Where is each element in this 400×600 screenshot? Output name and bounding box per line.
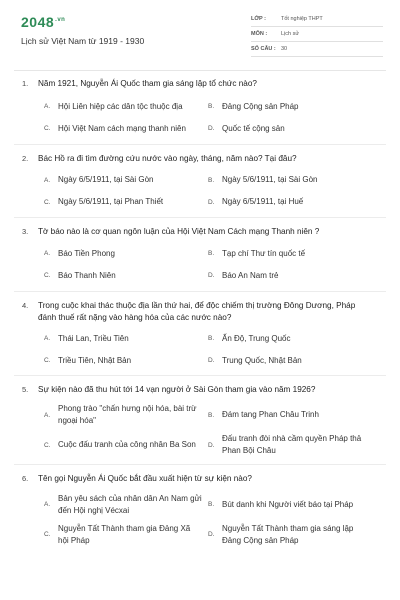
option-c[interactable]: C. Nguyễn Tất Thành tham gia Đảng Xã hội Pháp [44,523,191,545]
question-text: Tờ báo nào là cơ quan ngôn luận của Hội Việt Nam Cách mạng Thanh niên ? [38,227,320,236]
option-b[interactable]: B. Đám tang Phan Châu Trinh [208,410,319,419]
option-c[interactable]: C. Triều Tiên, Nhật Bản [44,355,132,365]
meta-row-subject [251,27,383,42]
question-text: Bác Hồ ra đi tìm đường cứu nước vào ngày, tháng, năm nào? Tại đâu? [38,153,297,163]
meta-info [251,12,383,57]
meta-value: Tốt nghiệp THPT [281,16,323,22]
question-number: 1. [22,79,29,88]
option-c[interactable]: C. Hội Việt Nam cách mạng thanh niên [44,123,186,133]
options [44,490,372,550]
option-b[interactable]: B. Tạp chí Thư tín quốc tế [208,248,306,258]
options [44,98,372,138]
question-5 [0,376,400,465]
meta-value: Lịch sử [281,31,300,37]
question-number: 4. [22,300,29,310]
question-number: 5. [22,384,29,394]
question-number: 3. [22,227,29,236]
question-number: 6. [22,474,29,483]
question-text: Trong cuộc khai thác thuộc địa lần thứ hai, để độc chiếm thị trường Đông Dương, Pháp đánh thuế rất nặng vào hàng hóa của các nước nào? [38,300,356,322]
option-d[interactable]: D. Báo An Nam trẻ [208,270,279,280]
option-b[interactable]: B. Ấn Độ, Trung Quốc [208,333,291,343]
option-d[interactable]: D. Trung Quốc, Nhật Bản [208,355,302,365]
option-d[interactable]: D. Ngày 6/5/1911, tại Huế [208,197,304,206]
meta-value: 30 [281,46,288,52]
question-text: Sự kiện nào đã thu hút tới 14 vạn người ở Sài Gòn tham gia vào năm 1926? [38,384,316,394]
question-3 [0,218,400,291]
option-a[interactable]: A. Ngày 6/5/1911, tại Sài Gòn [44,175,154,184]
option-a[interactable]: A. Báo Tiền Phong [44,248,115,258]
options [44,171,372,211]
option-d[interactable]: D. Quốc tế cộng sản [208,123,285,133]
question-text: Tên gọi Nguyễn Ái Quốc bắt đầu xuất hiện từ sự kiện nào? [38,474,252,483]
page-header [0,0,400,68]
option-d[interactable]: D. Nguyễn Tất Thành tham gia sáng lập Đảng Cộng sản Pháp [208,523,354,545]
question-text: Năm 1921, Nguyễn Ái Quốc tham gia sáng lập tổ chức nào? [38,79,257,88]
option-b[interactable]: B. Bút danh khi Người viết báo tại Pháp [208,499,354,509]
logo[interactable]: $2048^{.vn}$ [21,14,66,30]
option-c[interactable]: C. Báo Thanh Niên [44,270,116,280]
option-d[interactable]: D. Đấu tranh đòi nhà cầm quyền Pháp thả Phan Bội Châu [208,434,362,455]
meta-key: MÔN : [251,31,268,37]
question-list [0,78,400,550]
question-4 [0,292,400,375]
options [44,400,372,460]
meta-row-class [251,12,383,27]
options [44,245,372,285]
meta-key: LỚP : [251,16,266,22]
options [44,330,372,370]
header-divider [14,70,386,71]
meta-row-count [251,42,383,57]
option-a[interactable]: A. Bản yêu sách của nhân dân An Nam gửi đến Hội nghị Vécxai [44,493,202,515]
question-number: 2. [22,153,29,163]
question-6 [0,465,400,550]
question-1 [0,78,400,144]
option-c[interactable]: C. Cuộc đấu tranh của công nhân Ba Son [44,440,196,449]
option-a[interactable]: A. Phong trào "chấn hưng nội hóa, bài trừ ngoại hóa" [44,404,197,425]
option-a[interactable]: A. Hội Liên hiệp các dân tộc thuộc địa [44,101,183,111]
option-a[interactable]: A. Thái Lan, Triều Tiên [44,333,129,343]
option-b[interactable]: B. Đảng Cộng sản Pháp [208,101,299,111]
meta-key: SỐ CÂU : [251,46,276,52]
question-2 [0,145,400,218]
page-title: Lịch sử Việt Nam từ 1919 - 1930 [21,36,145,46]
option-c[interactable]: C. Ngày 5/6/1911, tại Phan Thiết [44,197,164,206]
option-b[interactable]: B. Ngày 5/6/1911, tại Sài Gòn [208,175,318,184]
